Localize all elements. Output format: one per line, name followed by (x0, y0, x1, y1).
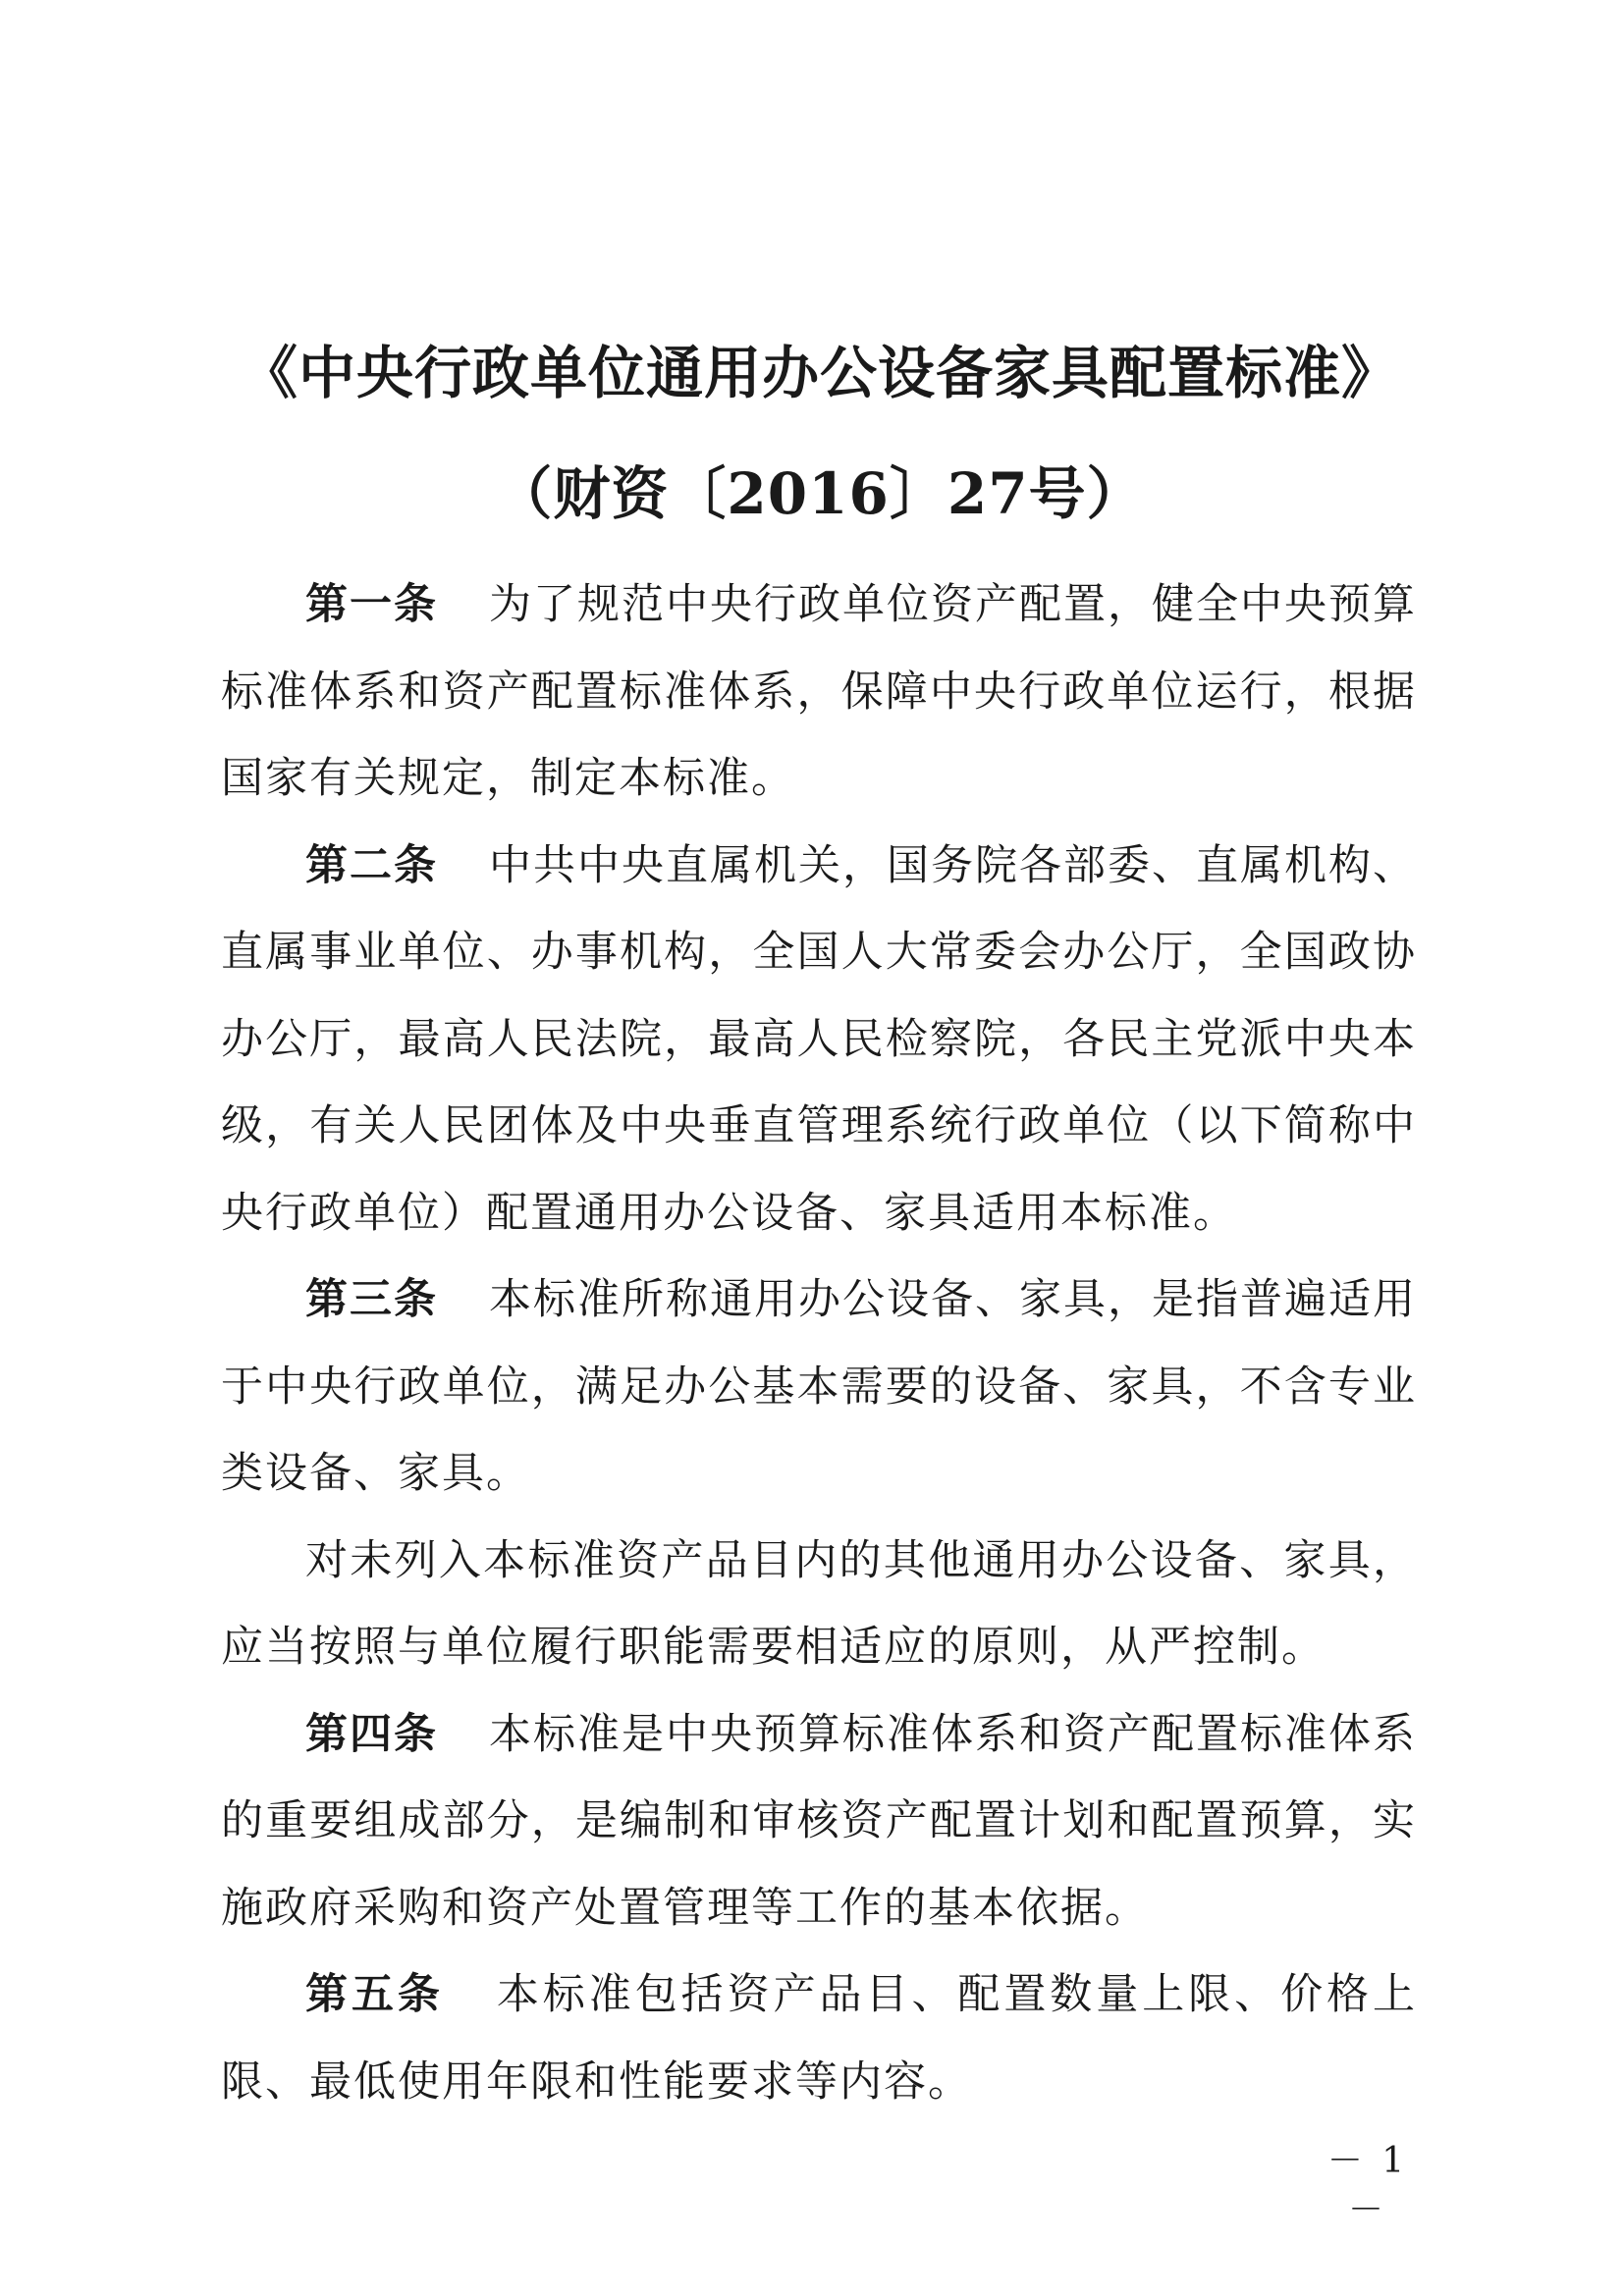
article-1-paragraph (221, 561, 1417, 823)
article-1-label: 第一条 (305, 580, 438, 629)
article-5-text: 本标准包括资产品目、配置数量上限、价格上限、最低使用年限和性能要求等内容。 (221, 1970, 1418, 2107)
article-3-paragraph (221, 1256, 1417, 1518)
document-body (221, 561, 1417, 2125)
article-4-label: 第四条 (305, 1709, 438, 1759)
article-5-label: 第五条 (305, 1970, 444, 2019)
article-4-paragraph (221, 1691, 1417, 1952)
article-3-continuation-text: 对未列入本标准资产品目内的其他通用办公设备、家具，应当按照与单位履行职能需要相适应的原则，从严控制。 (221, 1535, 1417, 1672)
article-3-label: 第三条 (305, 1275, 438, 1324)
article-1-text: 为了规范中央行政单位资产配置，健全中央预算标准体系和资产配置标准体系，保障中央行政单位运行，根据国家有关规定，制定本标准。 (221, 580, 1417, 803)
article-2-text: 中共中央直属机关，国务院各部委、直属机构、直属事业单位、办事机构，全国人大常委会办公厅，全国政协办公厅，最高人民法院，最高人民检察院，各民主党派中央本级，有关人民团体及中央垂直管理系统行政单位（以下简称中央行政单位）配置通用办公设备、家具适用本标准。 (221, 840, 1417, 1238)
article-5-paragraph (221, 1951, 1417, 2125)
article-3-text: 本标准所称通用办公设备、家具，是指普遍适用于中央行政单位，满足办公基本需要的设备、家具，不含专业类设备、家具。 (221, 1275, 1417, 1498)
article-3-continuation-paragraph (221, 1518, 1417, 1691)
document-title: 《中央行政单位通用办公设备家具配置标准》 (240, 340, 1399, 406)
document-reference-number: （财资〔2016〕27号） (495, 460, 1145, 527)
article-4-text: 本标准是中央预算标准体系和资产配置标准体系的重要组成部分，是编制和审核资产配置计划和配置预算，实施政府采购和资产处置管理等工作的基本依据。 (221, 1709, 1417, 1933)
article-2-label: 第二条 (305, 840, 438, 890)
article-2-paragraph (221, 823, 1417, 1257)
page-number: － 1 － (1326, 2141, 1409, 2230)
